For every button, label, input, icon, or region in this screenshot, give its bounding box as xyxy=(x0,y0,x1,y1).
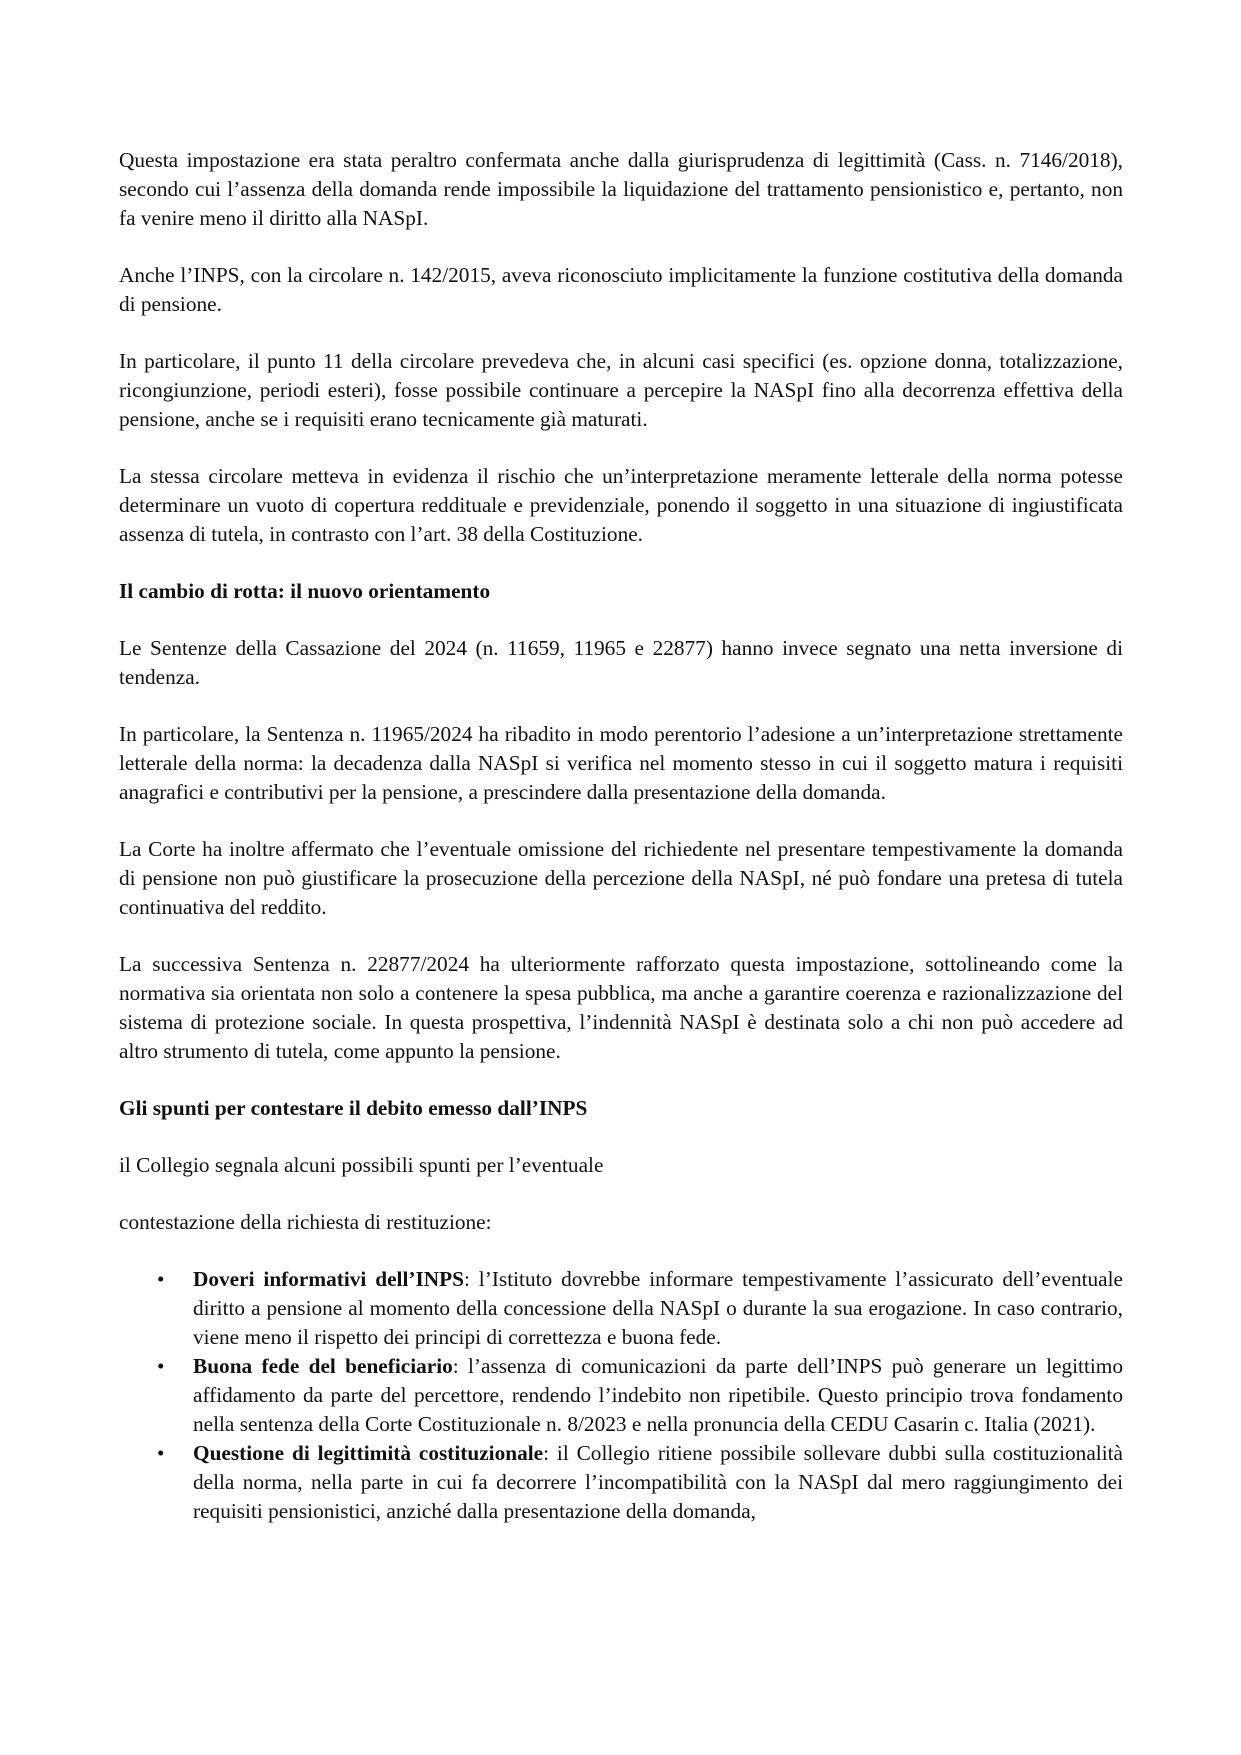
list-item xyxy=(119,1265,1123,1352)
paragraph-corte-omissione: La Corte ha inoltre affermato che l’eventuale omissione del richiedente nel presentare tempestivamente la domanda di pensione non può giustificare la prosecuzione della percezione della NASpI, né può fondare una pretesa di tutela continuativa del reddito. xyxy=(119,837,1123,919)
list-item-title: Buona fede del beneficiario xyxy=(193,1354,453,1378)
document-page xyxy=(119,146,1123,1526)
paragraph-sentenza-11965: In particolare, la Sentenza n. 11965/2024 ha ribadito in modo perentorio l’adesione a un’interpretazione strettamente letterale della norma: la decadenza dalla NASpI si verifica nel momento stesso in cui il soggetto matura i requisiti anagrafici e contributivi per la pensione, a prescindere dalla presentazione della domanda. xyxy=(119,722,1123,804)
paragraph-punto-11: In particolare, il punto 11 della circolare prevedeva che, in alcuni casi specifici (es. opzione donna, totalizzazione, ricongiunzione, periodi esteri), fosse possibile continuare a percepire la NASpI fino alla decorrenza effettiva della pensione, anche se i requisiti erano tecnicamente già maturati. xyxy=(119,349,1123,431)
paragraph-sentenza-22877: La successiva Sentenza n. 22877/2024 ha ulteriormente rafforzato questa impostazione, sottolineando come la normativa sia orientata non solo a contenere la spesa pubblica, ma anche a garantire coerenza e razionalizzazione del sistema di protezione sociale. In questa prospettiva, l’indennità NASpI è destinata solo a chi non può accedere ad altro strumento di tutela, come appunto la pensione. xyxy=(119,952,1123,1063)
paragraph-rischio-interpretazione: La stessa circolare metteva in evidenza il rischio che un’interpretazione meramente letterale della norma potesse determinare un vuoto di copertura reddituale e previdenziale, ponendo il soggetto in una situazione di ingiustificata assenza di tutela, in contrasto con l’art. 38 della Costituzione. xyxy=(119,464,1123,546)
heading-spunti-contestazione: Gli spunti per contestare il debito emesso dall’INPS xyxy=(119,1096,588,1120)
bullet-marker: • xyxy=(157,1267,165,1291)
list-item-text: : l’assenza di comunicazioni da parte dell’INPS può generare un legittimo affidamento da parte del percettore, rendendo l’indebito non ripetibile. Questo principio trova fondamento nella sentenza della Corte Costituzionale n. 8/2023 e nella pronuncia della CEDU Casarin c. Italia (2021). xyxy=(193,1354,1124,1436)
paragraph-sentenze-2024: Le Sentenze della Cassazione del 2024 (n. 11659, 11965 e 22877) hanno invece segnato una netta inversione di tendenza. xyxy=(119,636,1123,689)
heading-cambio-di-rotta: Il cambio di rotta: il nuovo orientamento xyxy=(119,579,491,603)
list-item-title: Questione di legittimità costituzionale xyxy=(193,1441,544,1465)
list-item-title: Doveri informativi dell’INPS xyxy=(193,1267,464,1291)
paragraph-contestazione: contestazione della richiesta di restituzione: xyxy=(119,1210,492,1234)
bullet-marker: • xyxy=(157,1441,165,1465)
list-item xyxy=(119,1352,1123,1439)
list-item-text: : il Collegio ritiene possibile sollevare dubbi sulla costituzionalità della norma, nella parte in cui fa decorrere l’incompatibilità con la NASpI dal mero raggiungimento dei requisiti pensionistici, anziché dalla presentazione della domanda, xyxy=(193,1441,1123,1523)
bullet-list xyxy=(119,1265,1123,1526)
list-item-text: : l’Istituto dovrebbe informare tempestivamente l’assicurato dell’eventuale diritto a pensione al momento della concessione della NASpI o durante la sua erogazione. In caso contrario, viene meno il rispetto dei principi di correttezza e buona fede. xyxy=(193,1267,1123,1349)
paragraph-circolare-142: Anche l’INPS, con la circolare n. 142/2015, aveva riconosciuto implicitamente la funzione costitutiva della domanda di pensione. xyxy=(119,263,1123,316)
list-item xyxy=(119,1439,1123,1526)
paragraph-collegio-segnala: il Collegio segnala alcuni possibili spunti per l’eventuale xyxy=(119,1153,604,1177)
bullet-marker: • xyxy=(157,1354,165,1378)
paragraph-cassazione-2018: Questa impostazione era stata peraltro confermata anche dalla giurisprudenza di legittimità (Cass. n. 7146/2018), secondo cui l’assenza della domanda rende impossibile la liquidazione del trattamento pensionistico e, pertanto, non fa venire meno il diritto alla NASpI. xyxy=(119,148,1123,230)
